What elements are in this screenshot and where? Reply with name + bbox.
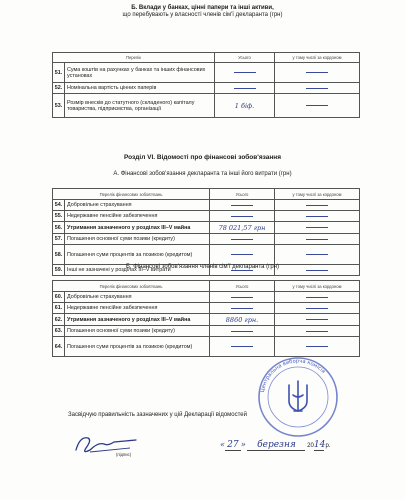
- signature: [70, 428, 142, 458]
- official-stamp: [256, 355, 340, 439]
- date-year-suffix: 14: [313, 440, 326, 450]
- date-month: березня: [247, 440, 305, 451]
- col-header-total: Усього: [210, 189, 275, 200]
- col-header-list: Перелік фінансових зобов'язань: [53, 189, 210, 200]
- table-row: 57. Погашення основної суми позики (кредиту): [53, 234, 360, 245]
- col-header-list: Перелік фінансових зобов'язань: [53, 281, 210, 292]
- signature-date: « 27 » березня 2014 р.: [220, 440, 331, 450]
- table-row: 52. Номінальна вартість цінних паперів: [53, 83, 360, 94]
- col-header-total: Усього: [210, 281, 275, 292]
- section-b-title: Б. Вклади у банках, цінні папери та інші активи,: [131, 5, 274, 11]
- table-row: 51. Сума коштів на рахунках у банках та інших фінансових установах: [53, 63, 360, 83]
- table-row: 60. Добровільне страхування: [53, 292, 360, 303]
- table-row: 54. Добровільне страхування: [53, 200, 360, 211]
- table-row: 64. Погашення суми процентів за позикою (кредитом): [53, 337, 360, 357]
- col-header-abroad: у тому числі за кордоном: [275, 281, 360, 292]
- col-header-abroad: у тому числі за кордоном: [275, 189, 360, 200]
- liabilities-family-table: [52, 280, 360, 357]
- col-header-abroad: у тому числі за кордоном: [275, 53, 360, 63]
- svg-text:Центральна виборча комісія: Центральна виборча комісія: [259, 358, 327, 394]
- table-row: 59. Інші не зазначені у розділах III–V витрати: [53, 265, 360, 276]
- attestation-text: Засвідчую правильність зазначених у цій Декларації відомостей: [68, 412, 247, 418]
- date-day: 27: [225, 440, 241, 451]
- section-6-title: Розділ VI. Відомості про фінансові зобов'язання: [123, 154, 282, 161]
- table-row: 62. Утримання зазначеного у розділах III–V майна 8860 грн.: [53, 314, 360, 326]
- table-row: 56. Утримання зазначеного у розділах III–V майна 78 021,57 грн: [53, 222, 360, 234]
- handwritten-value: 1 біф.: [215, 94, 275, 118]
- date-year-prefix: 20: [307, 443, 314, 449]
- handwritten-value: 78 021,57 грн: [210, 222, 275, 234]
- table-row: 53. Розмір внесків до статутного (складеного) капіталу товариства, підприємства, організації 1 біф.: [53, 94, 360, 118]
- col-header-list: Перелік: [53, 53, 215, 63]
- assets-table: [52, 52, 360, 118]
- section-b-subtitle: що перебувають у власності членів сім'ї декларанта (грн): [122, 12, 283, 18]
- trident-icon: [289, 381, 307, 411]
- table-row: 55. Недержавне пенсійне забезпечення: [53, 211, 360, 222]
- section-6a-title: А. Фінансові зобов'язання декларанта та інші його витрати (грн): [113, 171, 292, 177]
- table-row: 58. Погашення суми процентів за позикою (кредитом): [53, 245, 360, 265]
- col-header-total: Усього: [215, 53, 275, 63]
- liabilities-declarant-table: [52, 188, 360, 276]
- table-row: 63. Погашення основної суми позики (кредиту): [53, 326, 360, 337]
- date-year-unit: р.: [325, 443, 331, 449]
- signature-caption: (підпис): [116, 452, 132, 457]
- section-6b-title: Б. Фінансові зобов'язання членів сім'ї декларанта (грн): [125, 264, 279, 270]
- handwritten-value: 8860 грн.: [210, 314, 275, 326]
- table-row: 61. Недержавне пенсійне забезпечення: [53, 303, 360, 314]
